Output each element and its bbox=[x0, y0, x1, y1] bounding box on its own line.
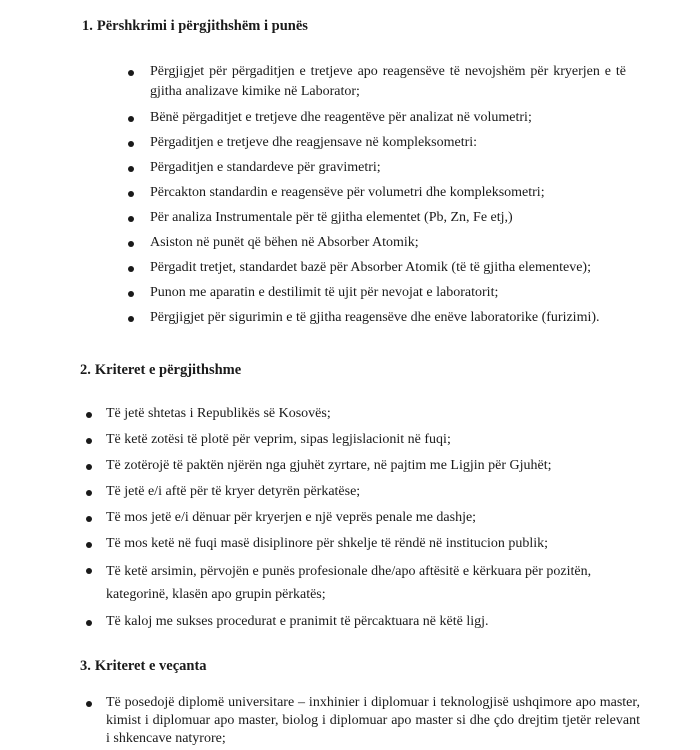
bullet-icon bbox=[86, 438, 92, 444]
bullet-icon bbox=[86, 412, 92, 418]
list-item: Të zotërojë të paktën njërën nga gjuhët zyrtare, në pajtim me Ligjin për Gjuhët; bbox=[84, 456, 624, 476]
bullet-icon bbox=[128, 191, 134, 197]
list-item: Të mos jetë e/i dënuar për kryerjen e një veprës penale me dashje; bbox=[84, 508, 624, 528]
section-title: Përshkrimi i përgjithshëm i punës bbox=[96, 18, 308, 34]
list-item: Përgadit tretjet, standardet bazë për Absorber Atomik (të të gjitha elementeve); bbox=[126, 258, 626, 278]
bullet-icon bbox=[128, 266, 134, 272]
list-item: Të jetë e/i aftë për të kryer detyrën përkatëse; bbox=[84, 482, 624, 502]
bullet-icon bbox=[128, 141, 134, 147]
bullet-icon bbox=[128, 316, 134, 322]
bullet-icon bbox=[86, 490, 92, 496]
list-item: Të ketë zotësi të plotë për veprim, sipas legjislacionit në fuqi; bbox=[84, 430, 624, 450]
bullet-icon bbox=[86, 701, 92, 707]
section-2-heading bbox=[80, 362, 241, 379]
list-item: Të kaloj me sukses procedurat e pranimit të përcaktuara në këtë ligj. bbox=[84, 612, 624, 632]
section-number: 3. bbox=[80, 658, 91, 674]
bullet-icon bbox=[86, 464, 92, 470]
list-item: Asiston në punët që bëhen në Absorber Atomik; bbox=[126, 233, 626, 253]
section-1-list bbox=[126, 62, 626, 328]
list-item: Përgaditjen e tretjeve dhe reagjensave në kompleksometri: bbox=[126, 133, 626, 153]
list-item: Përgaditjen e standardeve për gravimetri; bbox=[126, 158, 626, 178]
list-item: Punon me aparatin e destilimit të ujit për nevojat e laboratorit; bbox=[126, 283, 626, 303]
section-1-heading bbox=[82, 18, 308, 35]
list-item: Përgjigjet për përgaditjen e tretjeve apo reagensëve të nevojshëm për kryerjen e të gjitha analizave kimike në Laborator; bbox=[126, 62, 626, 102]
bullet-icon bbox=[128, 291, 134, 297]
list-item: Të jetë shtetas i Republikës së Kosovës; bbox=[84, 404, 624, 424]
section-2-list bbox=[84, 404, 624, 632]
list-item: Për analiza Instrumentale për të gjitha elementet (Pb, Zn, Fe etj,) bbox=[126, 208, 626, 228]
list-item: Përgjigjet për sigurimin e të gjitha reagensëve dhe enëve laboratorike (furizimi). bbox=[126, 308, 626, 328]
bullet-icon bbox=[86, 568, 92, 574]
bullet-icon bbox=[128, 116, 134, 122]
bullet-icon bbox=[128, 216, 134, 222]
list-item: Të mos ketë në fuqi masë disiplinore për shkelje të rëndë në institucion publik; bbox=[84, 534, 624, 554]
section-number: 1. bbox=[82, 18, 93, 34]
section-3-heading bbox=[80, 658, 207, 675]
bullet-icon bbox=[86, 542, 92, 548]
section-title: Kriteret e veçanta bbox=[94, 658, 207, 674]
section-3-list bbox=[84, 694, 640, 748]
bullet-icon bbox=[86, 516, 92, 522]
bullet-icon bbox=[86, 620, 92, 626]
list-item: Bënë përgaditjet e tretjeve dhe reagentëve për analizat në volumetri; bbox=[126, 108, 626, 128]
list-item: Të posedojë diplomë universitare – inxhinier i diplomuar i teknologjisë ushqimore apo master, kimist i diplomuar apo master, biolog i diplomuar apo master si dhe çdo drejtim tjetër relevant i shkencave natyrore; bbox=[84, 694, 640, 748]
bullet-icon bbox=[128, 166, 134, 172]
bullet-icon bbox=[128, 70, 134, 76]
list-item: Përcakton standardin e reagensëve për volumetri dhe kompleksometri; bbox=[126, 183, 626, 203]
bullet-icon bbox=[128, 241, 134, 247]
list-item: Të ketë arsimin, përvojën e punës profesionale dhe/apo aftësitë e kërkuara për pozitën, kategorinë, klasën apo grupin përkatës; bbox=[84, 560, 624, 606]
section-title: Kriteret e përgjithshme bbox=[94, 362, 242, 378]
section-number: 2. bbox=[80, 362, 91, 378]
